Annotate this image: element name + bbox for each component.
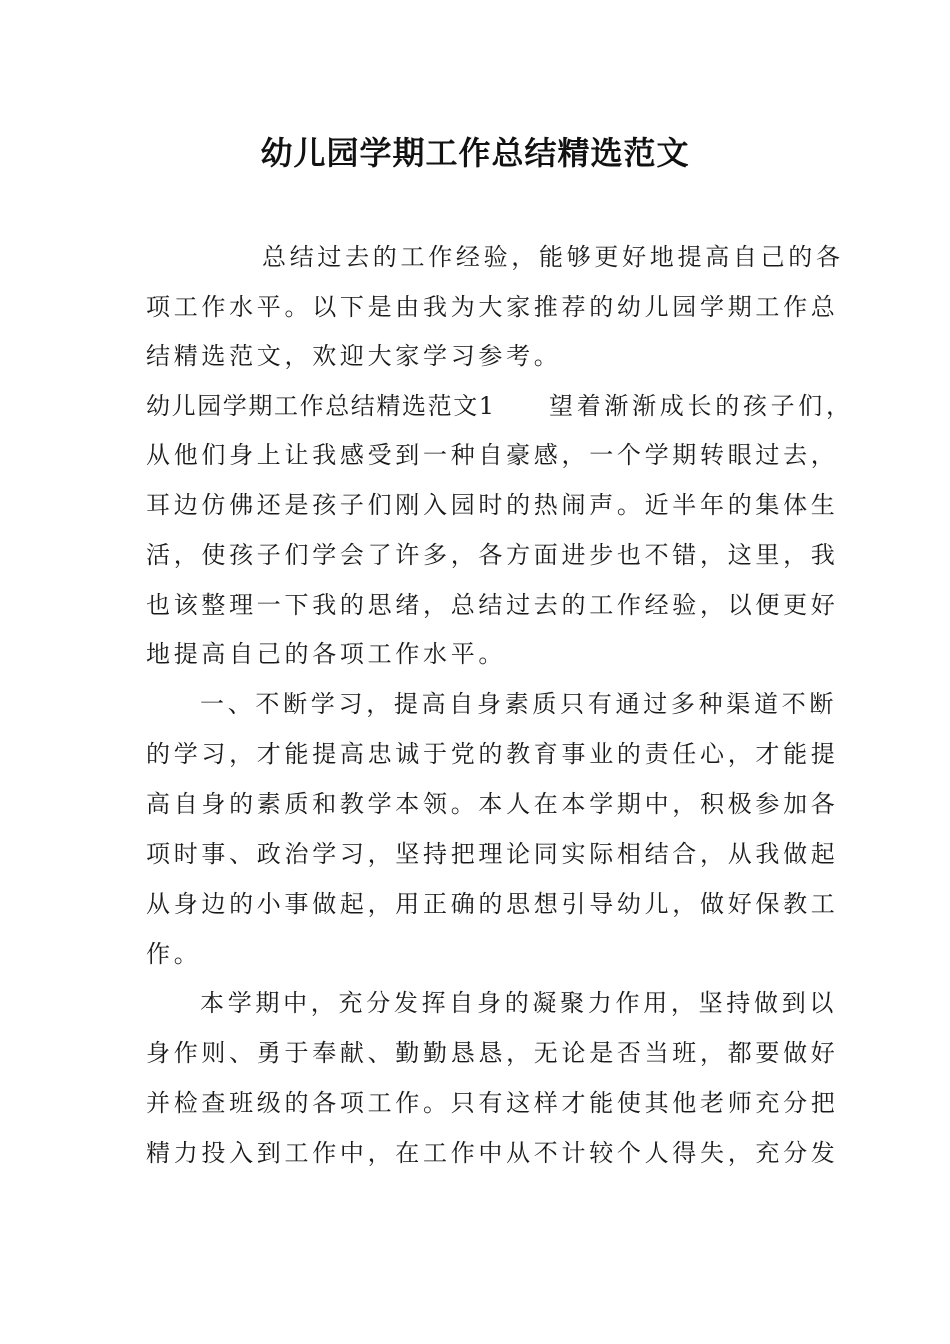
section1-line-4: 活，使孩子们学会了许多，各方面进步也不错，这里，我 bbox=[146, 541, 839, 569]
para1-line-5: 从身边的小事做起，用正确的思想引导幼儿，做好保教工 bbox=[146, 890, 839, 918]
para1-line-3: 高自身的素质和教学本领。本人在本学期中，积极参加各 bbox=[146, 790, 839, 818]
section1-line-5: 也该整理一下我的思绪，总结过去的工作经验，以便更好 bbox=[146, 591, 839, 619]
para2-line-2: 身作则、勇于奉献、勤勤恳恳，无论是否当班，都要做好 bbox=[146, 1039, 839, 1067]
intro-line-3: 结精选范文，欢迎大家学习参考。 bbox=[146, 342, 562, 370]
section1-line-1: 望着渐渐成长的孩子们， bbox=[549, 392, 854, 420]
section1-line-2: 从他们身上让我感受到一种自豪感，一个学期转眼过去， bbox=[146, 441, 839, 469]
section-heading-1: 幼儿园学期工作总结精选范文1 bbox=[146, 392, 496, 420]
para1-line-1: 一、不断学习，提高自身素质只有通过多种渠道不断 bbox=[200, 690, 838, 718]
section1-line-3: 耳边仿佛还是孩子们刚入园时的热闹声。近半年的集体生 bbox=[146, 491, 839, 519]
para2-line-3: 并检查班级的各项工作。只有这样才能使其他老师充分把 bbox=[146, 1089, 839, 1117]
para1-line-2: 的学习，才能提高忠诚于党的教育事业的责任心，才能提 bbox=[146, 740, 839, 768]
document-title: 幼儿园学期工作总结精选范文 bbox=[260, 134, 690, 172]
para2-line-1: 本学期中，充分发挥自身的凝聚力作用，坚持做到以 bbox=[200, 989, 838, 1017]
section1-line-6: 地提高自己的各项工作水平。 bbox=[146, 640, 507, 668]
para1-line-6: 作。 bbox=[146, 940, 202, 968]
para2-line-4: 精力投入到工作中，在工作中从不计较个人得失，充分发 bbox=[146, 1139, 839, 1167]
para1-line-4: 项时事、政治学习，坚持把理论同实际相结合，从我做起 bbox=[146, 840, 839, 868]
intro-line-1: 总结过去的工作经验，能够更好地提高自己的各 bbox=[262, 243, 844, 271]
intro-line-2: 项工作水平。以下是由我为大家推荐的幼儿园学期工作总 bbox=[146, 293, 839, 321]
